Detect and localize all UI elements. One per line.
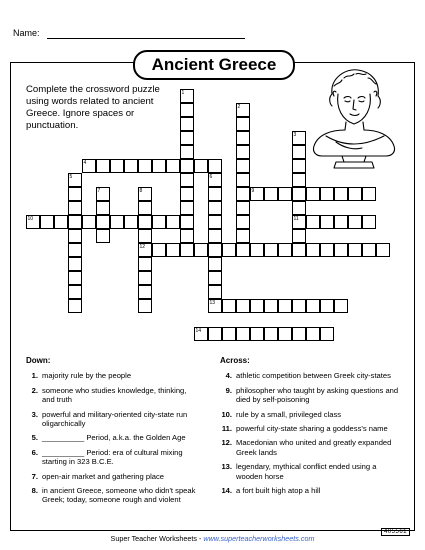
crossword-cell[interactable] [222, 327, 236, 341]
clue-across-11 [220, 424, 405, 433]
crossword-cell[interactable] [166, 215, 180, 229]
clue-number: 7. [31, 471, 38, 481]
crossword-cell[interactable] [250, 327, 264, 341]
crossword-cell[interactable] [362, 243, 376, 257]
crossword-cell[interactable] [208, 257, 222, 271]
crossword-cell[interactable] [180, 159, 194, 173]
down-heading: Down: [26, 356, 51, 365]
clue-across-10 [220, 410, 405, 419]
crossword-cell[interactable] [250, 299, 264, 313]
crossword-cell[interactable] [208, 187, 222, 201]
footer-separator: - [196, 534, 204, 543]
clue-text: Macedonian who united and greatly expanded Greek lands [236, 438, 392, 457]
crossword-cell[interactable] [334, 215, 348, 229]
crossword-cell[interactable] [320, 243, 334, 257]
crossword-cell[interactable] [138, 257, 152, 271]
crossword-cell[interactable] [124, 215, 138, 229]
clue-number: 2. [31, 385, 38, 395]
crossword-cell[interactable] [194, 243, 208, 257]
crossword-cell[interactable] [208, 243, 222, 257]
crossword-cell[interactable] [180, 173, 194, 187]
crossword-clue-number: 4 [83, 159, 87, 166]
crossword-cell[interactable] [208, 271, 222, 285]
crossword-cell[interactable] [278, 243, 292, 257]
clue-text: powerful and military-oriented city-state run oligarchically [42, 409, 188, 429]
crossword-cell[interactable] [222, 299, 236, 313]
crossword-cell[interactable] [236, 117, 250, 131]
clue-text: __________ Period, a.k.a. the Golden Age [42, 433, 186, 443]
crossword-cell[interactable] [320, 215, 334, 229]
crossword-clue-number: 14 [195, 327, 202, 334]
clue-number: 6. [31, 447, 38, 457]
clue-number: 3. [31, 409, 38, 419]
crossword-cell[interactable] [110, 159, 124, 173]
clue-text: philosopher who taught by asking questions and died by self-poisoning [236, 385, 399, 405]
crossword-cell[interactable] [40, 215, 54, 229]
crossword-cell[interactable] [138, 201, 152, 215]
crossword-cell[interactable] [82, 215, 96, 229]
crossword-cell[interactable] [180, 215, 194, 229]
crossword-cell[interactable] [180, 145, 194, 159]
crossword-cell[interactable] [68, 215, 82, 229]
crossword-cell[interactable] [292, 201, 306, 215]
clue-number: 12. [221, 438, 232, 448]
crossword-clue-number: 9 [251, 187, 255, 194]
clue-down-8 [26, 486, 198, 505]
crossword-cell[interactable] [264, 187, 278, 201]
crossword-cell[interactable] [348, 215, 362, 229]
crossword-cell[interactable] [96, 229, 110, 243]
crossword-cell[interactable] [236, 131, 250, 145]
crossword-cell[interactable] [208, 327, 222, 341]
crossword-cell[interactable] [138, 271, 152, 285]
crossword-cell[interactable] [96, 201, 110, 215]
crossword-cell[interactable] [208, 215, 222, 229]
crossword-cell[interactable] [236, 187, 250, 201]
crossword-cell[interactable] [208, 285, 222, 299]
crossword-cell[interactable] [292, 145, 306, 159]
clue-across-9 [220, 386, 405, 405]
crossword-cell[interactable] [208, 229, 222, 243]
instructions: Complete the crossword puzzle using words related to ancient Greece. Ignore spaces or punctuation. [26, 84, 160, 131]
crossword-cell[interactable] [236, 159, 250, 173]
crossword-cell[interactable] [334, 243, 348, 257]
crossword-cell[interactable] [292, 159, 306, 173]
name-label: Name: [13, 28, 40, 38]
crossword-cell[interactable] [180, 229, 194, 243]
crossword-cell[interactable] [68, 271, 82, 285]
crossword-clue-number: 5 [69, 173, 73, 180]
crossword-clue-number: 10 [27, 215, 34, 222]
crossword-cell[interactable] [348, 243, 362, 257]
clue-number: 13. [221, 462, 232, 472]
crossword-cell[interactable] [68, 187, 82, 201]
crossword-cell[interactable] [96, 215, 110, 229]
crossword-cell[interactable] [96, 159, 110, 173]
crossword-cell[interactable] [124, 159, 138, 173]
crossword-cell[interactable] [208, 159, 222, 173]
crossword-cell[interactable] [320, 299, 334, 313]
footer-brand: Super Teacher Worksheets [110, 534, 197, 543]
crossword-clue-number: 8 [139, 187, 143, 194]
crossword-cell[interactable] [138, 229, 152, 243]
clue-down-6 [26, 448, 198, 467]
crossword-cell[interactable] [180, 131, 194, 145]
crossword-cell[interactable] [68, 257, 82, 271]
crossword-cell[interactable] [278, 299, 292, 313]
crossword-cell[interactable] [236, 201, 250, 215]
footer [0, 534, 425, 543]
crossword-clue-number: 2 [237, 103, 241, 110]
crossword-cell[interactable] [334, 187, 348, 201]
crossword-cell[interactable] [236, 215, 250, 229]
crossword-cell[interactable] [292, 187, 306, 201]
crossword-clue-number: 1 [181, 89, 185, 96]
crossword-cell[interactable] [152, 159, 166, 173]
document-id: 405561 [381, 528, 410, 536]
clue-text: athletic competition between Greek city-states [236, 371, 391, 381]
clue-number: 1. [31, 371, 38, 381]
clue-text: open-air market and gathering place [42, 471, 164, 481]
crossword-cell[interactable] [376, 243, 390, 257]
crossword-cell[interactable] [138, 299, 152, 313]
clue-number: 10. [221, 409, 232, 419]
crossword-cell[interactable] [68, 285, 82, 299]
crossword-cell[interactable] [236, 145, 250, 159]
crossword-cell[interactable] [68, 229, 82, 243]
clue-down-1 [26, 371, 198, 380]
clue-text: __________ Period: era of cultural mixing starting in 323 B.C.E. [42, 447, 183, 467]
crossword-clue-number: 3 [293, 131, 297, 138]
crossword-cell[interactable] [152, 215, 166, 229]
crossword-cell[interactable] [334, 299, 348, 313]
clue-down-3 [26, 410, 198, 429]
crossword-cell[interactable] [180, 103, 194, 117]
crossword-cell[interactable] [194, 159, 208, 173]
crossword-cell[interactable] [306, 243, 320, 257]
crossword-cell[interactable] [138, 159, 152, 173]
down-clues [26, 356, 198, 510]
footer-url[interactable]: www.superteacherworksheets.com [203, 534, 315, 543]
clue-text: legendary, mythical conflict ended using a wooden horse [236, 462, 377, 481]
crossword-cell[interactable] [292, 299, 306, 313]
clue-text: someone who studies knowledge, thinking, and truth [42, 385, 187, 405]
crossword-clue-number: 6 [209, 173, 213, 180]
crossword-cell[interactable] [208, 201, 222, 215]
crossword-cell[interactable] [362, 187, 376, 201]
crossword-cell[interactable] [236, 299, 250, 313]
crossword-cell[interactable] [138, 285, 152, 299]
clue-text: majority rule by the people [42, 371, 132, 381]
clue-down-2 [26, 386, 198, 405]
crossword-cell[interactable] [110, 215, 124, 229]
crossword-cell[interactable] [320, 327, 334, 341]
crossword-cell[interactable] [306, 215, 320, 229]
clue-number: 14. [221, 486, 232, 496]
clue-number: 5. [31, 433, 38, 443]
crossword-cell[interactable] [236, 243, 250, 257]
crossword-cell[interactable] [348, 187, 362, 201]
crossword-cell[interactable] [236, 327, 250, 341]
crossword-cell[interactable] [320, 187, 334, 201]
crossword-cell[interactable] [250, 243, 264, 257]
crossword-cell[interactable] [292, 243, 306, 257]
crossword-cell[interactable] [236, 229, 250, 243]
crossword-cell[interactable] [138, 215, 152, 229]
crossword-cell[interactable] [166, 159, 180, 173]
across-heading: Across: [220, 356, 250, 365]
clue-across-4 [220, 371, 405, 380]
crossword-cell[interactable] [278, 187, 292, 201]
clue-across-12 [220, 438, 405, 457]
crossword-clue-number: 13 [209, 299, 216, 306]
crossword-cell[interactable] [306, 327, 320, 341]
clue-number: 11. [221, 424, 232, 434]
crossword-cell[interactable] [152, 243, 166, 257]
clue-text: powerful city-state sharing a goddess's name [236, 424, 388, 434]
crossword-cell[interactable] [68, 243, 82, 257]
clue-down-5 [26, 433, 198, 442]
across-clues [220, 356, 405, 500]
crossword-cell[interactable] [180, 117, 194, 131]
crossword-cell[interactable] [180, 243, 194, 257]
clue-down-7 [26, 472, 198, 481]
crossword-cell[interactable] [180, 201, 194, 215]
clue-number: 9. [225, 385, 232, 395]
crossword-cell[interactable] [292, 327, 306, 341]
crossword-clue-number: 12 [139, 243, 146, 250]
clue-across-13 [220, 462, 405, 481]
crossword-cell[interactable] [68, 299, 82, 313]
crossword-cell[interactable] [292, 173, 306, 187]
crossword-cell[interactable] [264, 243, 278, 257]
crossword-cell[interactable] [306, 299, 320, 313]
crossword-cell[interactable] [180, 187, 194, 201]
crossword-cell[interactable] [278, 327, 292, 341]
crossword-cell[interactable] [362, 215, 376, 229]
crossword-clue-number: 11 [293, 215, 299, 222]
clue-number: 8. [31, 486, 38, 496]
crossword-cell[interactable] [54, 215, 68, 229]
title-text: Ancient Greece [151, 55, 277, 74]
crossword-cell[interactable] [306, 187, 320, 201]
clue-number: 4. [225, 371, 232, 381]
crossword-cell[interactable] [264, 327, 278, 341]
clue-text: in ancient Greece, someone who didn't speak Greek; today, someone rough and violent [42, 486, 196, 505]
clue-across-14 [220, 486, 405, 495]
crossword-cell[interactable] [68, 201, 82, 215]
crossword-cell[interactable] [264, 299, 278, 313]
crossword-clue-number: 7 [97, 187, 101, 194]
clue-text: a fort built high atop a hill [236, 486, 321, 496]
clue-text: rule by a small, privileged class [236, 409, 342, 419]
crossword-cell[interactable] [292, 229, 306, 243]
crossword-cell[interactable] [222, 243, 236, 257]
crossword-cell[interactable] [236, 173, 250, 187]
crossword-cell[interactable] [166, 243, 180, 257]
